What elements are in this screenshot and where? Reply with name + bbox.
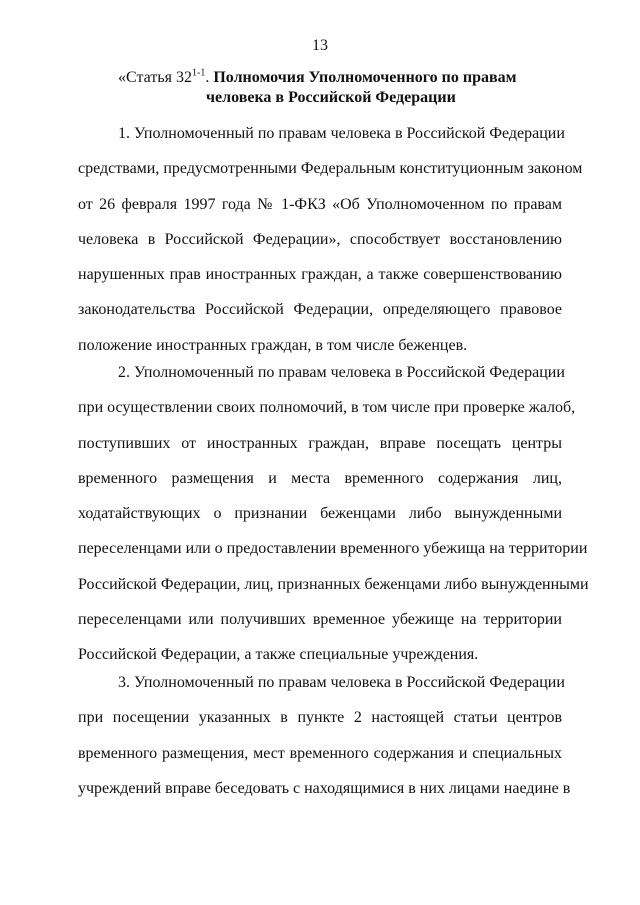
paragraph-line: ходатайствующих о признании беженцами либо вынужденными — [78, 505, 562, 523]
article-heading — [118, 68, 538, 108]
paragraph-line: временного размещения и места временного содержания лиц, — [78, 469, 562, 487]
paragraph-line: поступивших от иностранных граждан, вправе посещать центры — [78, 434, 562, 452]
paragraph-1 — [78, 116, 583, 363]
paragraph-line: законодательства Российской Федерации, определяющего правовое — [78, 301, 562, 319]
paragraph-line: переселенцами или получивших временное убежище на территории — [78, 611, 562, 629]
paragraph-line: от 26 февраля 1997 года № 1-ФКЗ «Об Уполномоченном по правам — [78, 195, 562, 213]
paragraph-line: 2. Уполномоченный по правам человека в Российской Федерации — [118, 364, 565, 381]
paragraph-line: учреждений вправе беседовать с находящимися в них лицами наедине в — [78, 779, 571, 797]
page-number: 13 — [312, 37, 328, 54]
paragraph-line: нарушенных прав иностранных граждан, а также совершенствованию — [78, 266, 562, 284]
paragraph-line: временного размещения, мест временного содержания и специальных — [78, 744, 562, 762]
paragraph-line: при посещении указанных в пункте 2 настоящей статьи центров — [78, 709, 562, 727]
article-number-superscript: 1-1 — [191, 67, 206, 79]
paragraph-line: при осуществлении своих полномочий, в том числе при проверке жалоб, — [78, 399, 576, 417]
article-dot: . — [205, 69, 210, 86]
paragraph-line: 3. Уполномоченный по правам человека в Российской Федерации — [118, 674, 565, 691]
paragraph-line: Российской Федерации, а также специальные учреждения. — [78, 646, 479, 664]
paragraph-line: положение иностранных граждан, в том числе беженцев. — [78, 336, 468, 354]
article-title-line-1: Полномочия Уполномоченного по правам — [213, 69, 517, 86]
article-prefix: «Статья 32 — [118, 69, 192, 86]
article-title-line-2: человека в Российской Федерации — [206, 89, 456, 106]
paragraph-line: переселенцами или о предоставлении временного убежища на территории — [78, 540, 588, 558]
paragraph-line: человека в Российской Федерации», способствует восстановлению — [78, 230, 562, 248]
paragraph-2 — [78, 355, 589, 673]
paragraph-line: Российской Федерации, лиц, признанных беженцами либо вынужденными — [78, 575, 589, 593]
paragraph-3 — [78, 665, 571, 806]
paragraph-line: средствами, предусмотренными Федеральным конституционным законом — [78, 160, 583, 178]
paragraph-line: 1. Уполномоченный по правам человека в Российской Федерации — [118, 125, 565, 142]
